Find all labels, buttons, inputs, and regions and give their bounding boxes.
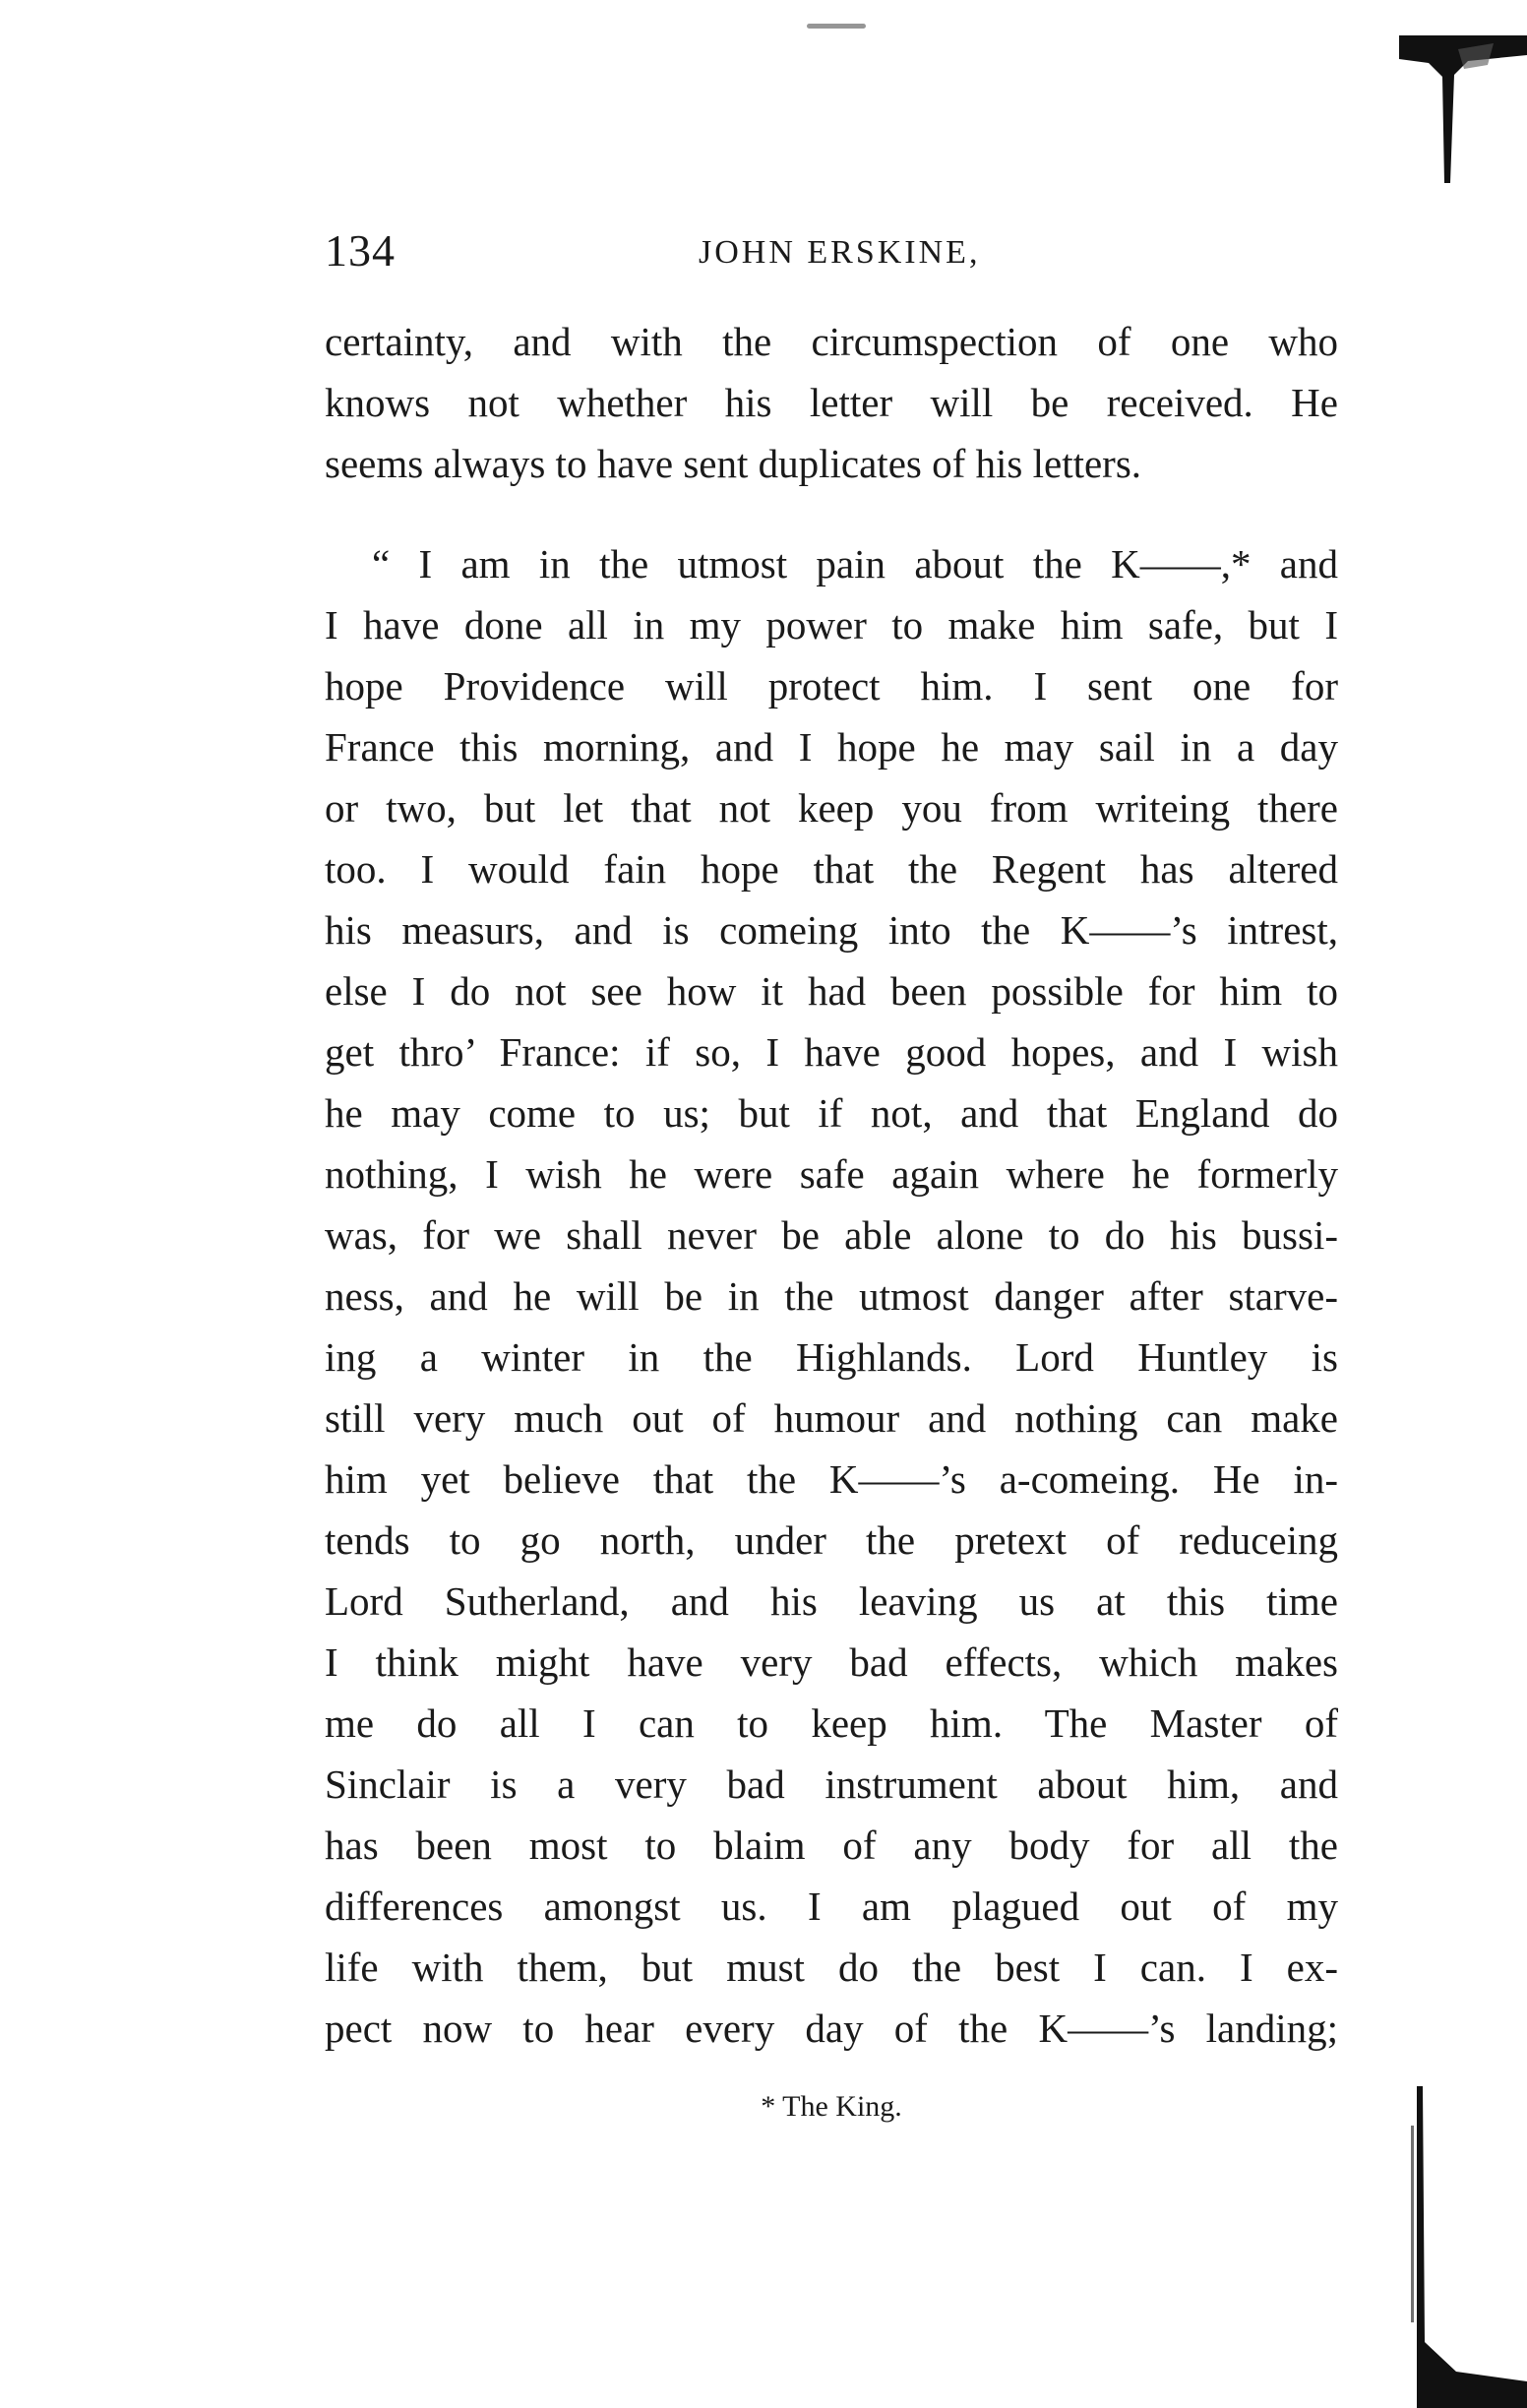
text-line: get thro’ France: if so, I have good hopes, and I wish: [325, 1029, 1338, 1075]
text-line: him yet believe that the K——’s a-comeing. He in-: [325, 1456, 1338, 1502]
text-line: ness, and he will be in the utmost danger after starve-: [325, 1273, 1338, 1319]
text-line: France this morning, and I hope he may sail in a day: [325, 724, 1338, 770]
text-line: knows not whether his letter will be received. He: [325, 380, 1338, 425]
text-line: or two, but let that not keep you from writeing there: [325, 785, 1338, 831]
text-line: hope Providence will protect him. I sent one for: [325, 663, 1338, 709]
text-line: tends to go north, under the pretext of reduceing: [325, 1517, 1338, 1563]
text-line: ing a winter in the Highlands. Lord Huntley is: [325, 1334, 1338, 1380]
text-line: me do all I can to keep him. The Master of: [325, 1700, 1338, 1746]
text-line: I have done all in my power to make him safe, but I: [325, 602, 1338, 648]
text-line: still very much out of humour and nothing can make: [325, 1395, 1338, 1441]
text-line: has been most to blaim of any body for all the: [325, 1822, 1338, 1868]
paragraph-gap: [325, 494, 1338, 533]
running-head: [325, 224, 1338, 283]
text-line: “ I am in the utmost pain about the K——,* and: [372, 541, 1338, 587]
text-line: too. I would fain hope that the Regent has altered: [325, 846, 1338, 892]
running-title: JOHN ERSKINE,: [699, 234, 981, 271]
footnote: * The King.: [761, 2090, 902, 2123]
text-line: pect now to hear every day of the K——’s landing;: [325, 2006, 1338, 2051]
text-line: seems always to have sent duplicates of his letters.: [325, 441, 1142, 486]
text-line: certainty, and with the circumspection of one who: [325, 319, 1338, 364]
text-line: Lord Sutherland, and his leaving us at this time: [325, 1578, 1338, 1624]
text-line: differences amongst us. I am plagued out of my: [325, 1883, 1338, 1929]
ink-smudge: [807, 24, 866, 29]
page-edge-shadow-top: [1399, 35, 1527, 183]
page-number: 134: [325, 225, 396, 276]
text-line: nothing, I wish he were safe again where he formerly: [325, 1151, 1338, 1197]
body-text: [325, 311, 1338, 2059]
text-line: life with them, but must do the best I can. I ex-: [325, 1945, 1338, 1990]
text-line: he may come to us; but if not, and that England do: [325, 1090, 1338, 1136]
page-edge-shadow-bottom: [1397, 2086, 1527, 2408]
text-line: was, for we shall never be able alone to do his bussi-: [325, 1212, 1338, 1258]
text-line: Sinclair is a very bad instrument about him, and: [325, 1761, 1338, 1807]
text-line: else I do not see how it had been possible for him to: [325, 968, 1338, 1014]
text-line: I think might have very bad effects, which makes: [325, 1639, 1338, 1685]
text-line: his measurs, and is comeing into the K——’s intrest,: [325, 907, 1338, 953]
